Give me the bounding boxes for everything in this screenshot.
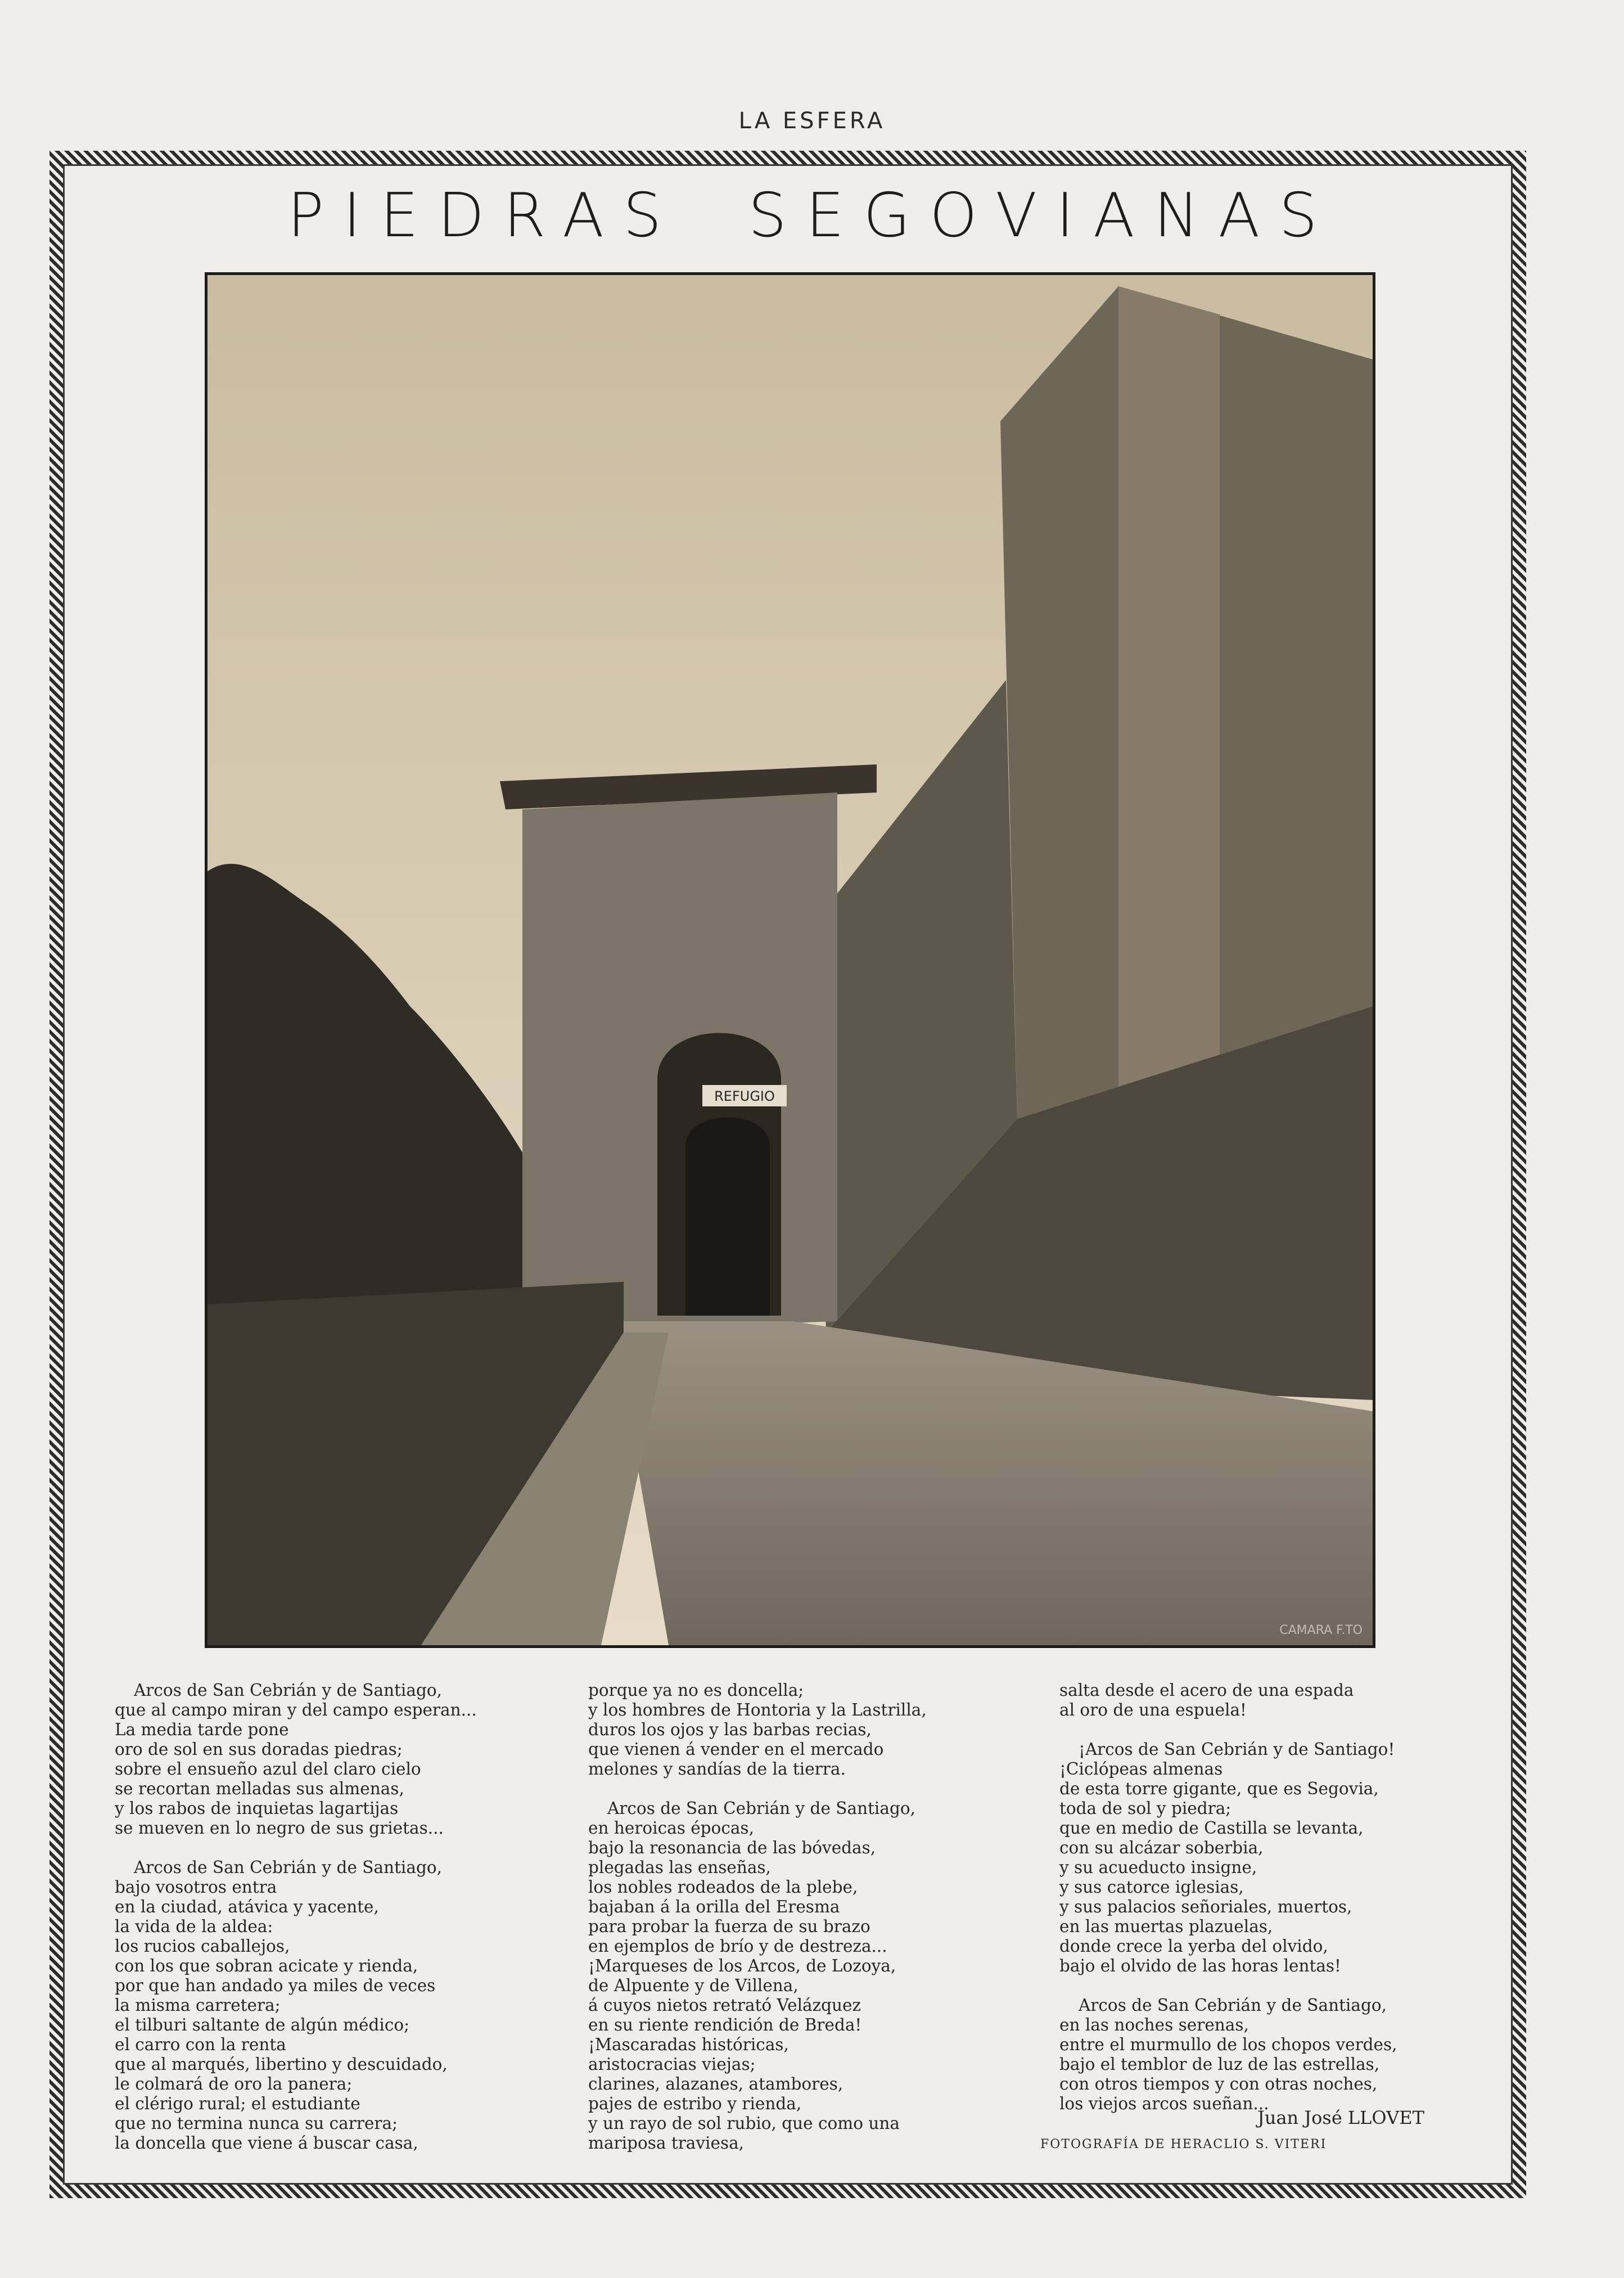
poem-line: el clérigo rural; el estudiante: [115, 2094, 360, 2113]
poem-stanza: [1059, 1740, 1397, 1976]
poem-line: salta desde el acero de una espada: [1059, 1681, 1354, 1700]
poem-line: bajo el olvido de las horas lentas!: [1059, 1956, 1341, 1975]
poem-line: de esta torre gigante, que es Segovia,: [1059, 1779, 1379, 1798]
title-word-2: SEGOVIANAS: [748, 181, 1337, 251]
author-signature: Juan José LLOVET: [1257, 2107, 1424, 2128]
poem-stanza: [588, 1681, 927, 1779]
poem-line: ¡Ciclópeas almenas: [1059, 1759, 1223, 1779]
poem-line: la vida de la aldea:: [115, 1917, 273, 1936]
poem-line: en su riente rendición de Breda!: [588, 2015, 862, 2034]
poem-line: que vienen á vender en el mercado: [588, 1740, 884, 1759]
poem-line: con su alcázar soberbia,: [1059, 1838, 1264, 1857]
poem-line: La media tarde pone: [115, 1720, 289, 1739]
poem-line: y su acueducto insigne,: [1059, 1858, 1257, 1877]
poem-line: por que han andado ya miles de veces: [115, 1976, 436, 1995]
poem-stanza: [588, 1799, 927, 2153]
poem-line: mariposa traviesa,: [588, 2133, 745, 2153]
poem-line: la misma carretera;: [115, 1996, 281, 2015]
poem-line: y los hombres de Hontoria y la Lastrilla,: [588, 1700, 927, 1719]
poem-line: bajaban á la orilla del Eresma: [588, 1897, 840, 1916]
poem-line: bajo el temblor de luz de las estrellas,: [1059, 2055, 1380, 2074]
poem-line: con otros tiempos y con otras noches,: [1059, 2074, 1378, 2094]
poem-line: clarines, alazanes, atambores,: [588, 2074, 843, 2094]
poem-column-2: [588, 1681, 927, 2173]
poem-line: y sus palacios señoriales, muertos,: [1059, 1897, 1352, 1916]
poem-line: en las noches serenas,: [1059, 2015, 1249, 2034]
poem-line: el carro con la renta: [115, 2035, 286, 2054]
poem-line: en heroicas épocas,: [588, 1818, 754, 1838]
poem-line: toda de sol y piedra;: [1059, 1799, 1231, 1818]
poem-line: Arcos de San Cebrián y de Santiago,: [134, 1681, 442, 1700]
poem-line: Arcos de San Cebrián y de Santiago,: [134, 1858, 442, 1877]
poem-line: que en medio de Castilla se levanta,: [1059, 1818, 1364, 1838]
poem-line: y sus catorce iglesias,: [1059, 1878, 1244, 1897]
poem-line: bajo vosotros entra: [115, 1878, 277, 1897]
poem-line: y los rabos de inquietas lagartijas: [115, 1799, 399, 1818]
magazine-running-head: LA ESFERA: [738, 108, 886, 134]
title-word-1: PIEDRAS: [287, 181, 681, 251]
poem-line: en la ciudad, atávica y yacente,: [115, 1897, 379, 1916]
poem-column-1: [115, 1681, 477, 2173]
poem-line: los viejos arcos sueñan...: [1059, 2094, 1269, 2113]
gate-photograph: [205, 272, 1375, 1648]
photo-credit: FOTOGRAFÍA DE HERACLIO S. VITERI: [1040, 2137, 1327, 2151]
poem-line: al oro de una espuela!: [1059, 1700, 1247, 1719]
poem-line: duros los ojos y las barbas recias,: [588, 1720, 872, 1739]
poem-line: melones y sandías de la tierra.: [588, 1759, 846, 1779]
poem-line: á cuyos nietos retrató Velázquez: [588, 1996, 861, 2015]
poem-line: plegadas las enseñas,: [588, 1858, 771, 1877]
poem-line: en las muertas plazuelas,: [1059, 1917, 1273, 1936]
poem-line: Arcos de San Cebrián y de Santiago,: [1079, 1996, 1387, 2015]
poem-line: porque ya no es doncella;: [588, 1681, 804, 1700]
poem-line: sobre el ensueño azul del claro cielo: [115, 1759, 421, 1779]
poem-line: los rucios caballejos,: [115, 1937, 290, 1956]
photographer-mark: CAMARA F.TO: [1279, 1623, 1363, 1637]
poem-line: pajes de estribo y rienda,: [588, 2094, 802, 2113]
poem-line: los nobles rodeados de la plebe,: [588, 1878, 858, 1897]
poem-column-3: [1059, 1681, 1397, 2133]
poem-stanza: [1059, 1996, 1397, 2114]
article-title: [0, 181, 1624, 251]
poem-line: y un rayo de sol rubio, que como una: [588, 2114, 900, 2133]
poem-stanza: [115, 1681, 477, 1838]
poem-line: ¡Arcos de San Cebrián y de Santiago!: [1079, 1740, 1395, 1759]
poem-line: donde crece la yerba del olvido,: [1059, 1937, 1328, 1956]
poem-stanza: [1059, 1681, 1397, 1720]
poem-line: entre el murmullo de los chopos verdes,: [1059, 2035, 1397, 2054]
poem-line: aristocracias viejas;: [588, 2055, 756, 2074]
poem-line: el tilburi saltante de algún médico;: [115, 2015, 410, 2034]
poem-line: que al campo miran y del campo esperan...: [115, 1700, 477, 1719]
poem-line: para probar la fuerza de su brazo: [588, 1917, 870, 1936]
poem-line: se recortan melladas sus almenas,: [115, 1779, 404, 1798]
poem-line: ¡Mascaradas históricas,: [588, 2035, 789, 2054]
poem-line: le colmará de oro la panera;: [115, 2074, 353, 2094]
poem-line: con los que sobran acicate y rienda,: [115, 1956, 418, 1975]
poem-line: la doncella que viene á buscar casa,: [115, 2133, 418, 2153]
poem-line: oro de sol en sus doradas piedras;: [115, 1740, 403, 1759]
poem-line: bajo la resonancia de las bóvedas,: [588, 1838, 876, 1857]
poem-line: de Alpuente y de Villena,: [588, 1976, 799, 1995]
poem-line: Arcos de San Cebrián y de Santiago,: [607, 1799, 915, 1818]
poem-stanza: [115, 1858, 477, 2153]
poem-line: que al marqués, libertino y descuidado,: [115, 2055, 448, 2074]
poem-line: en ejemplos de brío y de destreza...: [588, 1937, 887, 1956]
poem-line: ¡Marqueses de los Arcos, de Lozoya,: [588, 1956, 896, 1975]
poem-line: se mueven en lo negro de sus grietas...: [115, 1818, 444, 1838]
refugio-sign: REFUGIO: [714, 1088, 775, 1104]
poem-line: que no termina nunca su carrera;: [115, 2114, 398, 2133]
photograph-drawing: [207, 275, 1373, 1645]
